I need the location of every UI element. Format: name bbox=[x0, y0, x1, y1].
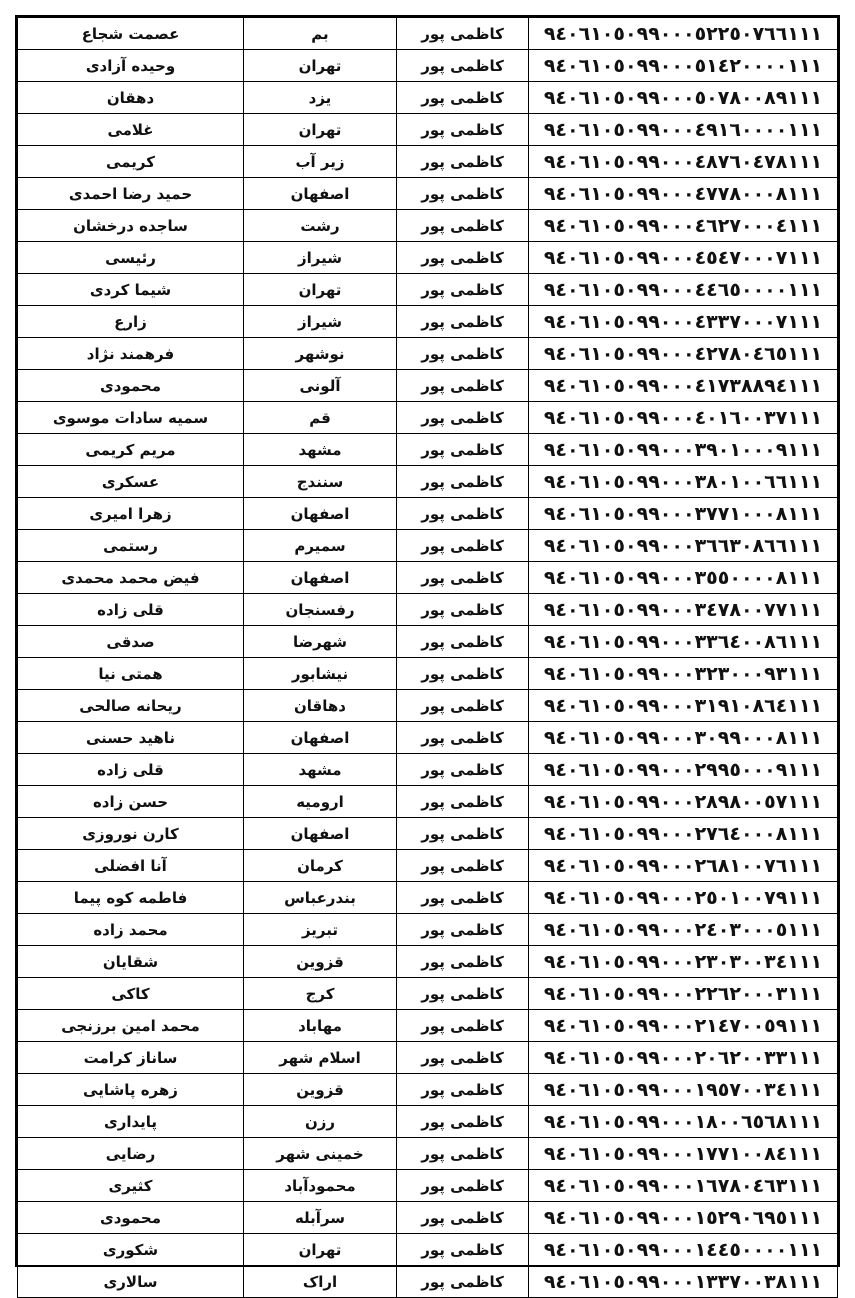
table-row bbox=[18, 402, 838, 434]
table-row bbox=[18, 466, 838, 498]
tracking-code-cell: ٩٤٠٦١٠٥٠٩٩٠٠٠١٨٠٠٦٥٦٨١١١ bbox=[529, 1106, 838, 1138]
person-name-cell: سالاری bbox=[18, 1266, 244, 1298]
person-name-cell: ساجده درخشان bbox=[18, 210, 244, 242]
surname-cell: کاظمی پور bbox=[397, 1170, 529, 1202]
table-row bbox=[18, 50, 838, 82]
city-cell: سمیرم bbox=[244, 530, 397, 562]
table-row bbox=[18, 626, 838, 658]
person-name-cell: کثیری bbox=[18, 1170, 244, 1202]
surname-cell: کاظمی پور bbox=[397, 594, 529, 626]
city-cell: رفسنجان bbox=[244, 594, 397, 626]
city-cell: اصفهان bbox=[244, 818, 397, 850]
city-cell: دهاقان bbox=[244, 690, 397, 722]
surname-cell: کاظمی پور bbox=[397, 882, 529, 914]
city-cell: تبریز bbox=[244, 914, 397, 946]
table-row bbox=[18, 210, 838, 242]
table-row bbox=[18, 658, 838, 690]
tracking-code-cell: ٩٤٠٦١٠٥٠٩٩٠٠٠٤٧٧٨٠٠٠٨١١١ bbox=[529, 178, 838, 210]
person-name-cell: شیما کردی bbox=[18, 274, 244, 306]
tracking-code-cell: ٩٤٠٦١٠٥٠٩٩٠٠٠٣٢٣٠٠٠٩٣١١١ bbox=[529, 658, 838, 690]
table-row bbox=[18, 754, 838, 786]
tracking-code-cell: ٩٤٠٦١٠٥٠٩٩٠٠٠٣١٩١٠٨٦٤١١١ bbox=[529, 690, 838, 722]
person-name-cell: محمودی bbox=[18, 370, 244, 402]
person-name-cell: پایداری bbox=[18, 1106, 244, 1138]
tracking-code-cell: ٩٤٠٦١٠٥٠٩٩٠٠٠٤٨٧٦٠٤٧٨١١١ bbox=[529, 146, 838, 178]
table-row bbox=[18, 82, 838, 114]
person-name-cell: رئیسی bbox=[18, 242, 244, 274]
table-row bbox=[18, 850, 838, 882]
person-name-cell: سمیه سادات موسوی bbox=[18, 402, 244, 434]
table-row bbox=[18, 530, 838, 562]
city-cell: محمودآباد bbox=[244, 1170, 397, 1202]
person-name-cell: ساناز کرامت bbox=[18, 1042, 244, 1074]
city-cell: مشهد bbox=[244, 434, 397, 466]
table-row bbox=[18, 306, 838, 338]
city-cell: مهاباد bbox=[244, 1010, 397, 1042]
tracking-code-cell: ٩٤٠٦١٠٥٠٩٩٠٠٠٤٤٦٥٠٠٠٠١١١ bbox=[529, 274, 838, 306]
city-cell: اصفهان bbox=[244, 498, 397, 530]
tracking-code-cell: ٩٤٠٦١٠٥٠٩٩٠٠٠٣٤٧٨٠٠٧٧١١١ bbox=[529, 594, 838, 626]
surname-cell: کاظمی پور bbox=[397, 178, 529, 210]
surname-cell: کاظمی پور bbox=[397, 1106, 529, 1138]
tracking-code-cell: ٩٤٠٦١٠٥٠٩٩٠٠٠٢٥٠١٠٠٧٩١١١ bbox=[529, 882, 838, 914]
tracking-code-cell: ٩٤٠٦١٠٥٠٩٩٠٠٠٢٨٩٨٠٠٥٧١١١ bbox=[529, 786, 838, 818]
surname-cell: کاظمی پور bbox=[397, 658, 529, 690]
city-cell: شیراز bbox=[244, 306, 397, 338]
city-cell: اراک bbox=[244, 1266, 397, 1298]
person-name-cell: دهقان bbox=[18, 82, 244, 114]
person-name-cell: همتی نیا bbox=[18, 658, 244, 690]
records-table-body bbox=[18, 18, 838, 1298]
tracking-code-cell: ٩٤٠٦١٠٥٠٩٩٠٠٠٢٣٠٣٠٠٣٤١١١ bbox=[529, 946, 838, 978]
tracking-code-cell: ٩٤٠٦١٠٥٠٩٩٠٠٠٥١٤٢٠٠٠٠١١١ bbox=[529, 50, 838, 82]
city-cell: ارومیه bbox=[244, 786, 397, 818]
person-name-cell: حمید رضا احمدی bbox=[18, 178, 244, 210]
person-name-cell: محمد زاده bbox=[18, 914, 244, 946]
table-row bbox=[18, 562, 838, 594]
tracking-code-cell: ٩٤٠٦١٠٥٠٩٩٠٠٠٣٨٠١٠٠٦٦١١١ bbox=[529, 466, 838, 498]
table-row bbox=[18, 498, 838, 530]
person-name-cell: شکوری bbox=[18, 1234, 244, 1266]
person-name-cell: ریحانه صالحی bbox=[18, 690, 244, 722]
city-cell: نیشابور bbox=[244, 658, 397, 690]
city-cell: مشهد bbox=[244, 754, 397, 786]
tracking-code-cell: ٩٤٠٦١٠٥٠٩٩٠٠٠٤١٧٣٨٨٩٤١١١ bbox=[529, 370, 838, 402]
table-row bbox=[18, 914, 838, 946]
surname-cell: کاظمی پور bbox=[397, 690, 529, 722]
surname-cell: کاظمی پور bbox=[397, 1234, 529, 1266]
city-cell: رزن bbox=[244, 1106, 397, 1138]
tracking-code-cell: ٩٤٠٦١٠٥٠٩٩٠٠٠٢٤٠٣٠٠٠٥١١١ bbox=[529, 914, 838, 946]
city-cell: بندرعباس bbox=[244, 882, 397, 914]
city-cell: تهران bbox=[244, 1234, 397, 1266]
tracking-code-cell: ٩٤٠٦١٠٥٠٩٩٠٠٠١٣٣٧٠٠٣٨١١١ bbox=[529, 1266, 838, 1298]
table-row bbox=[18, 274, 838, 306]
person-name-cell: آنا افضلی bbox=[18, 850, 244, 882]
person-name-cell: عصمت شجاع bbox=[18, 18, 244, 50]
tracking-code-cell: ٩٤٠٦١٠٥٠٩٩٠٠٠١٦٧٨٠٤٦٣١١١ bbox=[529, 1170, 838, 1202]
person-name-cell: شقایان bbox=[18, 946, 244, 978]
person-name-cell: فیض محمد محمدی bbox=[18, 562, 244, 594]
city-cell: اصفهان bbox=[244, 562, 397, 594]
person-name-cell: کاکی bbox=[18, 978, 244, 1010]
tracking-code-cell: ٩٤٠٦١٠٥٠٩٩٠٠٠٣٧٧١٠٠٠٨١١١ bbox=[529, 498, 838, 530]
surname-cell: کاظمی پور bbox=[397, 306, 529, 338]
table-row bbox=[18, 1074, 838, 1106]
surname-cell: کاظمی پور bbox=[397, 498, 529, 530]
surname-cell: کاظمی پور bbox=[397, 914, 529, 946]
table-row bbox=[18, 882, 838, 914]
tracking-code-cell: ٩٤٠٦١٠٥٠٩٩٠٠٠٤٩١٦٠٠٠٠١١١ bbox=[529, 114, 838, 146]
records-sheet bbox=[15, 15, 840, 1293]
surname-cell: کاظمی پور bbox=[397, 626, 529, 658]
table-row bbox=[18, 1266, 838, 1298]
city-cell: شهرضا bbox=[244, 626, 397, 658]
tracking-code-cell: ٩٤٠٦١٠٥٠٩٩٠٠٠٣٣٦٤٠٠٨٦١١١ bbox=[529, 626, 838, 658]
table-row bbox=[18, 818, 838, 850]
tracking-code-cell: ٩٤٠٦١٠٥٠٩٩٠٠٠٥٠٧٨٠٠٨٩١١١ bbox=[529, 82, 838, 114]
tracking-code-cell: ٩٤٠٦١٠٥٠٩٩٠٠٠٤٠١٦٠٠٣٧١١١ bbox=[529, 402, 838, 434]
table-row bbox=[18, 946, 838, 978]
city-cell: اسلام شهر bbox=[244, 1042, 397, 1074]
city-cell: یزد bbox=[244, 82, 397, 114]
surname-cell: کاظمی پور bbox=[397, 402, 529, 434]
tracking-code-cell: ٩٤٠٦١٠٥٠٩٩٠٠٠٢٧٦٤٠٠٠٨١١١ bbox=[529, 818, 838, 850]
surname-cell: کاظمی پور bbox=[397, 1266, 529, 1298]
table-row bbox=[18, 1042, 838, 1074]
records-table bbox=[17, 17, 838, 1298]
city-cell: قم bbox=[244, 402, 397, 434]
surname-cell: کاظمی پور bbox=[397, 1202, 529, 1234]
tracking-code-cell: ٩٤٠٦١٠٥٠٩٩٠٠٠٥٢٢٥٠٧٦٦١١١ bbox=[529, 18, 838, 50]
city-cell: تهران bbox=[244, 114, 397, 146]
surname-cell: کاظمی پور bbox=[397, 466, 529, 498]
table-row bbox=[18, 1234, 838, 1266]
person-name-cell: عسکری bbox=[18, 466, 244, 498]
surname-cell: کاظمی پور bbox=[397, 434, 529, 466]
table-row bbox=[18, 594, 838, 626]
surname-cell: کاظمی پور bbox=[397, 114, 529, 146]
city-cell: اصفهان bbox=[244, 722, 397, 754]
table-row bbox=[18, 1170, 838, 1202]
person-name-cell: صدقی bbox=[18, 626, 244, 658]
city-cell: بم bbox=[244, 18, 397, 50]
person-name-cell: ناهید حسنی bbox=[18, 722, 244, 754]
tracking-code-cell: ٩٤٠٦١٠٥٠٩٩٠٠٠١٩٥٧٠٠٣٤١١١ bbox=[529, 1074, 838, 1106]
city-cell: رشت bbox=[244, 210, 397, 242]
city-cell: زیر آب bbox=[244, 146, 397, 178]
table-row bbox=[18, 18, 838, 50]
table-row bbox=[18, 434, 838, 466]
table-row bbox=[18, 114, 838, 146]
person-name-cell: وحیده آزادی bbox=[18, 50, 244, 82]
tracking-code-cell: ٩٤٠٦١٠٥٠٩٩٠٠٠٤٣٣٧٠٠٠٧١١١ bbox=[529, 306, 838, 338]
tracking-code-cell: ٩٤٠٦١٠٥٠٩٩٠٠٠٤٥٤٧٠٠٠٧١١١ bbox=[529, 242, 838, 274]
person-name-cell: زارع bbox=[18, 306, 244, 338]
city-cell: کرمان bbox=[244, 850, 397, 882]
person-name-cell: قلی زاده bbox=[18, 594, 244, 626]
person-name-cell: قلی زاده bbox=[18, 754, 244, 786]
person-name-cell: کارن نوروزی bbox=[18, 818, 244, 850]
city-cell: تهران bbox=[244, 50, 397, 82]
city-cell: قزوین bbox=[244, 1074, 397, 1106]
table-row bbox=[18, 786, 838, 818]
tracking-code-cell: ٩٤٠٦١٠٥٠٩٩٠٠٠١٤٤٥٠٠٠٠١١١ bbox=[529, 1234, 838, 1266]
table-row bbox=[18, 338, 838, 370]
person-name-cell: مریم کریمی bbox=[18, 434, 244, 466]
table-row bbox=[18, 690, 838, 722]
table-row bbox=[18, 1106, 838, 1138]
person-name-cell: حسن زاده bbox=[18, 786, 244, 818]
surname-cell: کاظمی پور bbox=[397, 18, 529, 50]
surname-cell: کاظمی پور bbox=[397, 530, 529, 562]
surname-cell: کاظمی پور bbox=[397, 50, 529, 82]
surname-cell: کاظمی پور bbox=[397, 946, 529, 978]
person-name-cell: محمد امین برزنجی bbox=[18, 1010, 244, 1042]
person-name-cell: فاطمه کوه پیما bbox=[18, 882, 244, 914]
tracking-code-cell: ٩٤٠٦١٠٥٠٩٩٠٠٠٤٦٢٧٠٠٠٤١١١ bbox=[529, 210, 838, 242]
surname-cell: کاظمی پور bbox=[397, 274, 529, 306]
surname-cell: کاظمی پور bbox=[397, 242, 529, 274]
tracking-code-cell: ٩٤٠٦١٠٥٠٩٩٠٠٠٤٢٧٨٠٤٦٥١١١ bbox=[529, 338, 838, 370]
surname-cell: کاظمی پور bbox=[397, 754, 529, 786]
surname-cell: کاظمی پور bbox=[397, 210, 529, 242]
city-cell: خمینی شهر bbox=[244, 1138, 397, 1170]
tracking-code-cell: ٩٤٠٦١٠٥٠٩٩٠٠٠١٧٧١٠٠٨٤١١١ bbox=[529, 1138, 838, 1170]
table-row bbox=[18, 370, 838, 402]
table-row bbox=[18, 722, 838, 754]
city-cell: آلونی bbox=[244, 370, 397, 402]
table-row bbox=[18, 146, 838, 178]
tracking-code-cell: ٩٤٠٦١٠٥٠٩٩٠٠٠٢٩٩٥٠٠٠٩١١١ bbox=[529, 754, 838, 786]
surname-cell: کاظمی پور bbox=[397, 1074, 529, 1106]
surname-cell: کاظمی پور bbox=[397, 1042, 529, 1074]
person-name-cell: غلامی bbox=[18, 114, 244, 146]
surname-cell: کاظمی پور bbox=[397, 1010, 529, 1042]
tracking-code-cell: ٩٤٠٦١٠٥٠٩٩٠٠٠٣٥٥٠٠٠٠٨١١١ bbox=[529, 562, 838, 594]
table-row bbox=[18, 178, 838, 210]
surname-cell: کاظمی پور bbox=[397, 850, 529, 882]
surname-cell: کاظمی پور bbox=[397, 978, 529, 1010]
surname-cell: کاظمی پور bbox=[397, 82, 529, 114]
city-cell: تهران bbox=[244, 274, 397, 306]
city-cell: کرج bbox=[244, 978, 397, 1010]
surname-cell: کاظمی پور bbox=[397, 338, 529, 370]
surname-cell: کاظمی پور bbox=[397, 1138, 529, 1170]
city-cell: اصفهان bbox=[244, 178, 397, 210]
person-name-cell: زهرا امیری bbox=[18, 498, 244, 530]
person-name-cell: رستمی bbox=[18, 530, 244, 562]
city-cell: شیراز bbox=[244, 242, 397, 274]
table-row bbox=[18, 1202, 838, 1234]
tracking-code-cell: ٩٤٠٦١٠٥٠٩٩٠٠٠٣٦٦٣٠٨٦٦١١١ bbox=[529, 530, 838, 562]
tracking-code-cell: ٩٤٠٦١٠٥٠٩٩٠٠٠٣٩٠١٠٠٠٩١١١ bbox=[529, 434, 838, 466]
table-row bbox=[18, 1010, 838, 1042]
table-row bbox=[18, 978, 838, 1010]
city-cell: سرآبله bbox=[244, 1202, 397, 1234]
person-name-cell: فرهمند نژاد bbox=[18, 338, 244, 370]
surname-cell: کاظمی پور bbox=[397, 146, 529, 178]
city-cell: سنندج bbox=[244, 466, 397, 498]
tracking-code-cell: ٩٤٠٦١٠٥٠٩٩٠٠٠٢٦٨١٠٠٧٦١١١ bbox=[529, 850, 838, 882]
tracking-code-cell: ٩٤٠٦١٠٥٠٩٩٠٠٠٢١٤٧٠٠٥٩١١١ bbox=[529, 1010, 838, 1042]
table-row bbox=[18, 1138, 838, 1170]
person-name-cell: زهره پاشایی bbox=[18, 1074, 244, 1106]
table-row bbox=[18, 242, 838, 274]
surname-cell: کاظمی پور bbox=[397, 786, 529, 818]
city-cell: نوشهر bbox=[244, 338, 397, 370]
tracking-code-cell: ٩٤٠٦١٠٥٠٩٩٠٠٠٣٠٩٩٠٠٠٨١١١ bbox=[529, 722, 838, 754]
city-cell: قزوین bbox=[244, 946, 397, 978]
tracking-code-cell: ٩٤٠٦١٠٥٠٩٩٠٠٠٢٠٦٢٠٠٣٣١١١ bbox=[529, 1042, 838, 1074]
person-name-cell: رضایی bbox=[18, 1138, 244, 1170]
surname-cell: کاظمی پور bbox=[397, 818, 529, 850]
person-name-cell: محمودی bbox=[18, 1202, 244, 1234]
surname-cell: کاظمی پور bbox=[397, 722, 529, 754]
surname-cell: کاظمی پور bbox=[397, 370, 529, 402]
surname-cell: کاظمی پور bbox=[397, 562, 529, 594]
tracking-code-cell: ٩٤٠٦١٠٥٠٩٩٠٠٠٢٢٦٢٠٠٠٣١١١ bbox=[529, 978, 838, 1010]
tracking-code-cell: ٩٤٠٦١٠٥٠٩٩٠٠٠١٥٢٩٠٦٩٥١١١ bbox=[529, 1202, 838, 1234]
person-name-cell: کریمی bbox=[18, 146, 244, 178]
